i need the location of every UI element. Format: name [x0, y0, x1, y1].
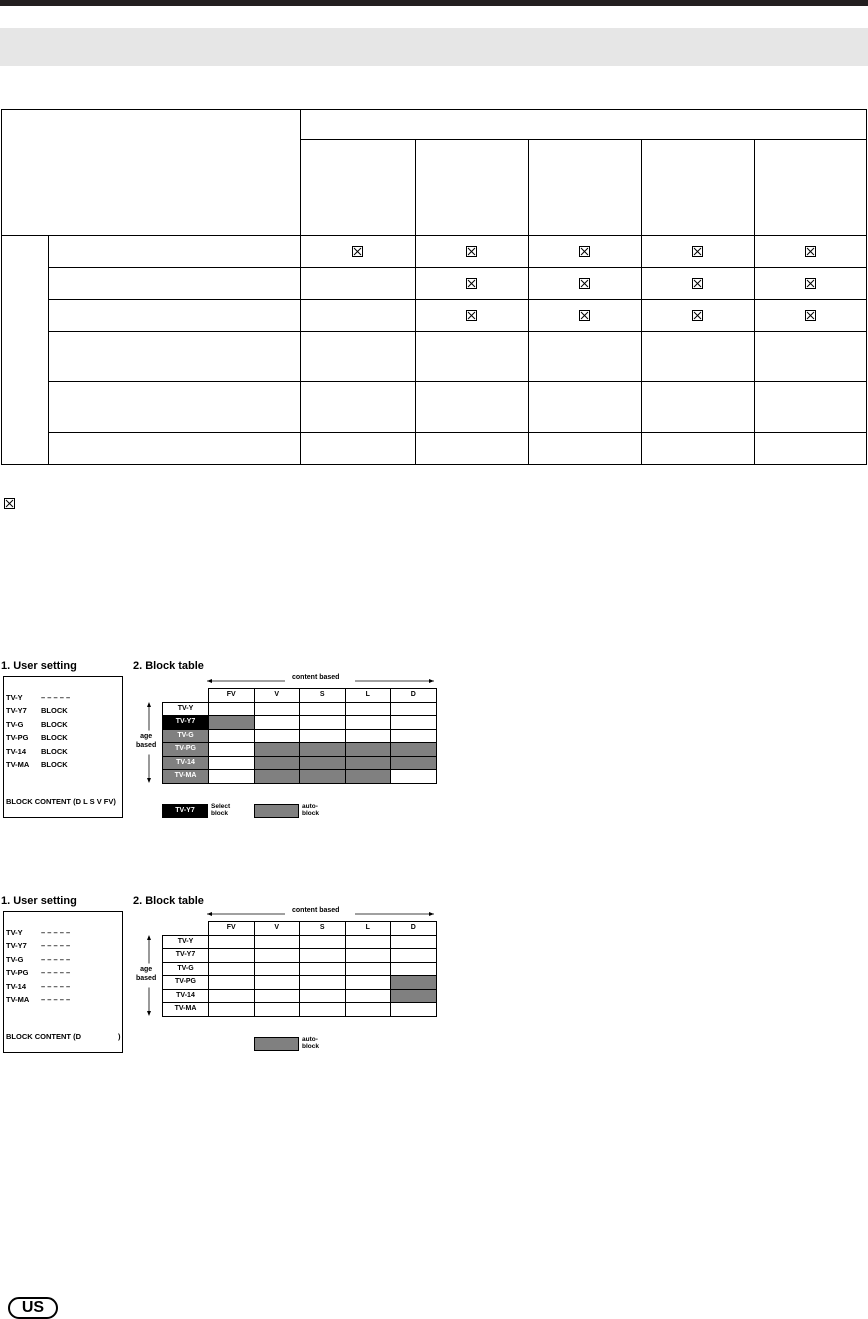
user-setting-panel: [3, 911, 123, 1053]
legend-auto-text: auto- block: [302, 803, 319, 817]
setting-status: – – – – –: [41, 928, 71, 937]
setting-rating: TV-MA: [6, 995, 30, 1004]
column-header: L: [345, 921, 392, 936]
block-cell: [299, 935, 346, 950]
block-cell: [254, 989, 301, 1004]
crossed-checkbox-icon: [466, 310, 477, 321]
block-cell: [390, 1002, 437, 1017]
block-cell: [208, 702, 255, 717]
block-cell: [254, 729, 301, 744]
crossed-checkbox-icon: [466, 278, 477, 289]
table-rule: [866, 109, 867, 465]
block-cell: [345, 989, 392, 1004]
column-header: S: [299, 688, 346, 703]
block-cell: [208, 962, 255, 977]
block-cell: [254, 962, 301, 977]
row-header: TV-G: [162, 729, 209, 744]
crossed-checkbox-icon: [579, 310, 590, 321]
crossed-checkbox-icon: [805, 246, 816, 257]
block-cell: [208, 989, 255, 1004]
setting-status: BLOCK: [41, 719, 68, 729]
block-cell: [390, 742, 437, 757]
block-cell: [345, 729, 392, 744]
crossed-checkbox-icon: [579, 278, 590, 289]
setting-status: BLOCK: [41, 733, 68, 743]
block-cell: [208, 729, 255, 744]
setting-rating: TV-Y: [6, 928, 23, 937]
setting-rating: TV-MA: [6, 760, 30, 769]
block-cell: [208, 756, 255, 771]
setting-status: – – – – –: [41, 954, 71, 964]
setting-rating: TV-Y7: [6, 941, 27, 951]
block-cell: [390, 702, 437, 717]
block-cell: [390, 935, 437, 950]
setting-rating: TV-14: [6, 981, 27, 991]
row-header: TV-Y: [162, 935, 209, 950]
setting-status: BLOCK: [41, 746, 68, 756]
table-rule: [300, 109, 301, 465]
row-header: TV-14: [162, 989, 209, 1004]
block-cell: [254, 948, 301, 963]
block-cell: [299, 769, 346, 784]
block-cell: [208, 715, 255, 730]
crossed-checkbox-icon: [579, 246, 590, 257]
setting-rating: TV-Y: [6, 693, 23, 702]
block-cell: [390, 989, 437, 1004]
block-cell: [390, 962, 437, 977]
block-content-close: ): [118, 1032, 121, 1041]
block-cell: [254, 935, 301, 950]
user-setting-panel: [3, 676, 123, 818]
table-rule: [48, 331, 867, 332]
block-table-title: 2. Block table: [133, 895, 204, 907]
region-badge: US: [8, 1297, 58, 1319]
column-header: FV: [208, 688, 255, 703]
block-cell: [299, 1002, 346, 1017]
block-cell: [208, 975, 255, 990]
setting-status: BLOCK: [41, 760, 68, 769]
setting-status: – – – – –: [41, 968, 71, 978]
block-cell: [390, 948, 437, 963]
block-cell: [299, 989, 346, 1004]
age-based-label: age based: [136, 733, 157, 749]
crossed-checkbox-icon: [805, 310, 816, 321]
legend-select-text: Select block: [211, 803, 231, 817]
row-header: TV-MA: [162, 769, 209, 784]
content-based-label: content based: [292, 674, 340, 681]
table-rule: [48, 432, 867, 433]
setting-status: – – – – –: [41, 693, 71, 702]
column-header: FV: [208, 921, 255, 936]
crossed-checkbox-icon: [4, 498, 15, 509]
crossed-checkbox-icon: [692, 310, 703, 321]
block-cell: [345, 742, 392, 757]
row-header: TV-G: [162, 962, 209, 977]
setting-rating: TV-G: [6, 719, 24, 729]
setting-rating: TV-14: [6, 746, 27, 756]
block-content-line: BLOCK CONTENT (D L S V FV): [6, 797, 116, 806]
row-header: TV-PG: [162, 975, 209, 990]
table-rule: [641, 139, 642, 465]
block-cell: [345, 1002, 392, 1017]
crossed-checkbox-icon: [692, 278, 703, 289]
block-cell: [254, 756, 301, 771]
block-cell: [390, 715, 437, 730]
block-cell: [208, 948, 255, 963]
table-rule: [48, 235, 49, 465]
block-cell: [345, 975, 392, 990]
column-header: D: [390, 921, 437, 936]
block-content-line: BLOCK CONTENT (D: [6, 1032, 81, 1041]
setting-status: BLOCK: [41, 706, 68, 716]
legend-auto-text: auto- block: [302, 1036, 319, 1050]
setting-status: – – – – –: [41, 995, 71, 1004]
table-rule: [528, 139, 529, 465]
block-table-title: 2. Block table: [133, 660, 204, 672]
block-cell: [254, 1002, 301, 1017]
table-rule: [300, 139, 867, 140]
table-rule: [1, 235, 867, 236]
table-rule: [1, 109, 867, 110]
content-based-label: content based: [292, 907, 340, 914]
block-cell: [299, 975, 346, 990]
section-header-band: [0, 28, 868, 66]
column-header: V: [254, 921, 301, 936]
top-rule: [0, 0, 868, 6]
row-header: TV-Y7: [162, 715, 209, 730]
table-rule: [48, 299, 867, 300]
legend-auto-swatch: [254, 1037, 299, 1051]
block-cell: [254, 702, 301, 717]
setting-rating: TV-G: [6, 954, 24, 964]
block-cell: [299, 948, 346, 963]
user-setting-title: 1. User setting: [1, 660, 77, 672]
column-header: V: [254, 688, 301, 703]
table-rule: [48, 381, 867, 382]
block-cell: [345, 948, 392, 963]
block-cell: [299, 742, 346, 757]
column-header: S: [299, 921, 346, 936]
block-cell: [345, 756, 392, 771]
block-cell: [345, 962, 392, 977]
setting-status: – – – – –: [41, 981, 71, 991]
table-rule: [1, 464, 867, 465]
column-header: D: [390, 688, 437, 703]
block-cell: [299, 702, 346, 717]
row-header: TV-14: [162, 756, 209, 771]
block-cell: [254, 715, 301, 730]
block-cell: [208, 1002, 255, 1017]
crossed-checkbox-icon: [352, 246, 363, 257]
table-rule: [754, 139, 755, 465]
crossed-checkbox-icon: [466, 246, 477, 257]
age-based-label: age based: [136, 966, 157, 982]
block-cell: [390, 756, 437, 771]
legend-select-swatch: TV-Y7: [162, 804, 208, 818]
legend-auto-swatch: [254, 804, 299, 818]
setting-rating: TV-PG: [6, 968, 29, 978]
table-rule: [48, 267, 867, 268]
block-cell: [390, 729, 437, 744]
block-cell: [254, 769, 301, 784]
crossed-checkbox-icon: [805, 278, 816, 289]
block-cell: [345, 769, 392, 784]
row-header: TV-Y: [162, 702, 209, 717]
block-cell: [299, 756, 346, 771]
user-setting-title: 1. User setting: [1, 895, 77, 907]
block-cell: [345, 935, 392, 950]
block-cell: [299, 962, 346, 977]
row-header: TV-PG: [162, 742, 209, 757]
table-rule: [1, 109, 2, 465]
block-cell: [254, 975, 301, 990]
block-cell: [254, 742, 301, 757]
block-cell: [208, 935, 255, 950]
block-cell: [208, 769, 255, 784]
table-rule: [415, 139, 416, 465]
block-cell: [208, 742, 255, 757]
setting-rating: TV-Y7: [6, 706, 27, 716]
block-cell: [299, 715, 346, 730]
crossed-checkbox-icon: [692, 246, 703, 257]
row-header: TV-Y7: [162, 948, 209, 963]
setting-rating: TV-PG: [6, 733, 29, 743]
setting-status: – – – – –: [41, 941, 71, 951]
block-cell: [390, 975, 437, 990]
block-cell: [345, 715, 392, 730]
column-header: L: [345, 688, 392, 703]
row-header: TV-MA: [162, 1002, 209, 1017]
block-cell: [345, 702, 392, 717]
block-cell: [299, 729, 346, 744]
block-cell: [390, 769, 437, 784]
